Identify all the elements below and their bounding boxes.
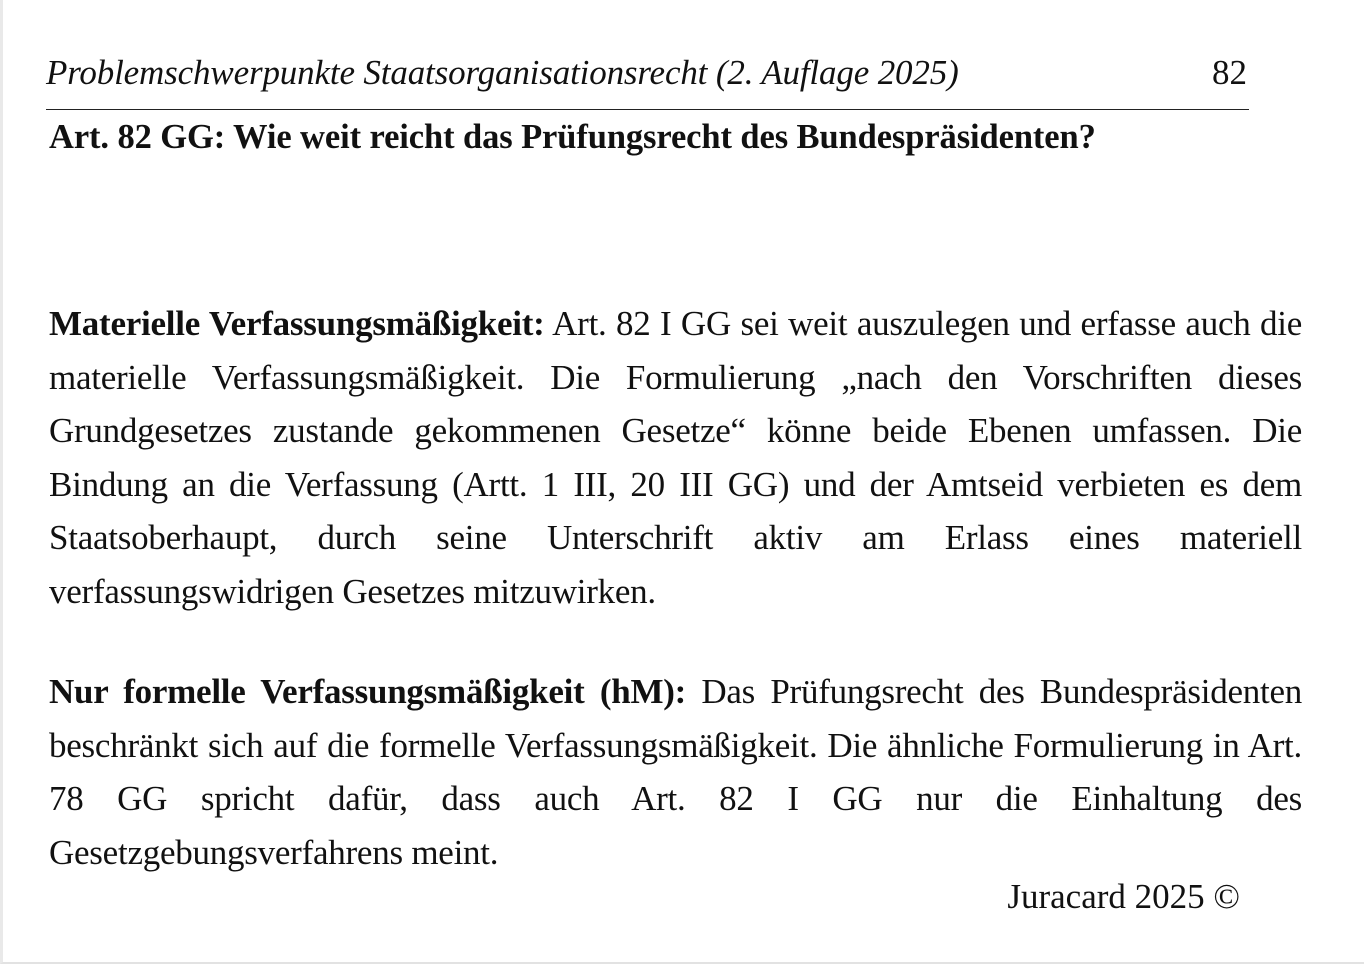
section-heading: Nur formelle Verfassungsmäßigkeit (hM): — [49, 672, 687, 711]
page-number: 82 — [1212, 53, 1247, 92]
section-formal-review — [49, 665, 1302, 879]
section-body: Art. 82 I GG sei weit auszulegen und erfasse auch die materielle Verfassungsmäßigkeit. Die Formulierung „nach den Vorschriften dieses Grundgesetzes zustande gekommenen Gesetze“ könne beide Ebenen umfassen. Die Bindung an die Verfassung (Artt. 1 III, 20 III GG) und der Amtseid verbieten es dem Staatsoberhaupt, durch seine Unterschrift aktiv am Erlass eines materiell verfassungswidrigen Gesetzes mitzuwirken. — [49, 304, 1303, 611]
section-material-review — [49, 297, 1302, 618]
section-heading: Materielle Verfassungsmäßigkeit: — [49, 304, 545, 343]
page-header — [46, 48, 1249, 110]
card-question-title: Art. 82 GG: Wie weit reicht das Prüfungsrecht des Bundespräsidenten? — [49, 118, 1096, 156]
section-body: Das Prüfungsrecht des Bundespräsidenten beschränkt sich auf die formelle Verfassungsmäßigkeit. Die ähnliche Formulierung in Art. 78 GG spricht dafür, dass auch Art. 82 I GG nur die Einhaltung des Gesetzgebungsverfahrens meint. — [49, 672, 1302, 872]
book-title: Problemschwerpunkte Staatsorganisationsrecht (2. Auflage 2025) — [46, 53, 959, 92]
copyright-notice: Juracard 2025 © — [1007, 877, 1240, 916]
